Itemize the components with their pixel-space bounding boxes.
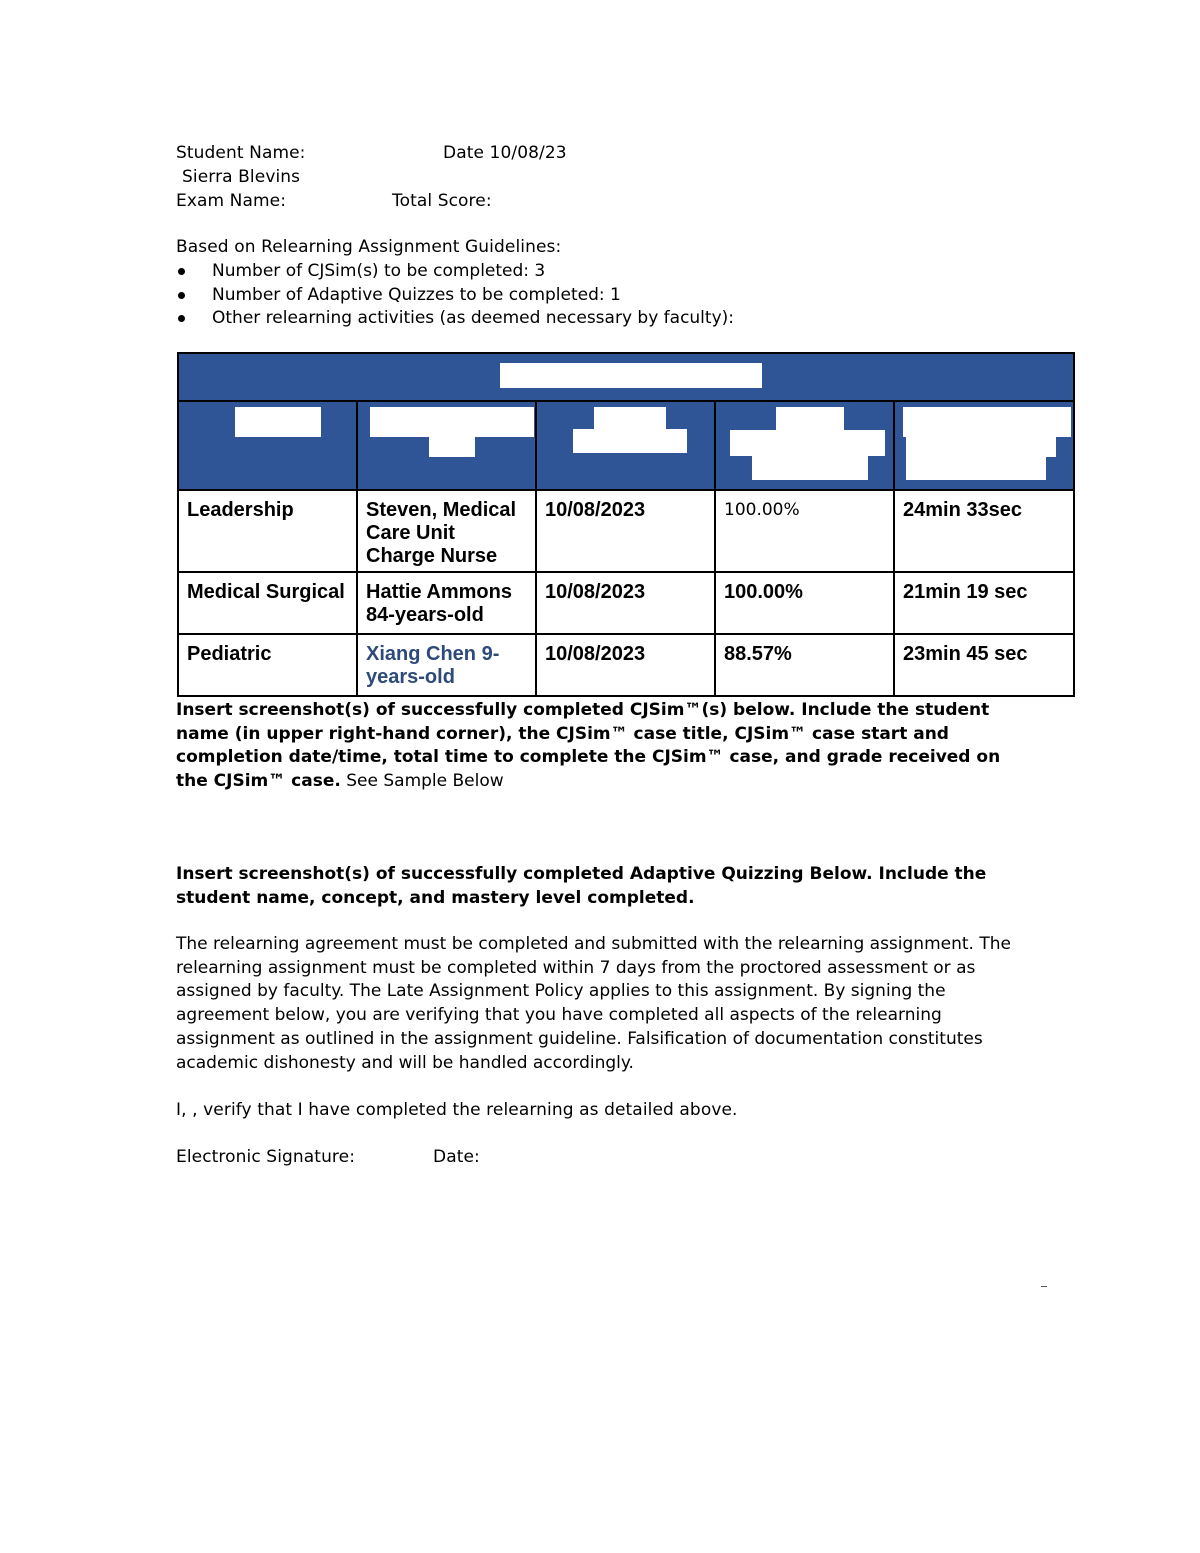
signature-label: Electronic Signature:: [176, 1147, 356, 1167]
bullet-icon: [178, 315, 185, 322]
total-score-label: Total Score:: [392, 191, 492, 211]
redacted-header-block: [752, 452, 868, 480]
redacted-header-block: [429, 435, 475, 457]
guidelines-list: [176, 260, 734, 331]
student-name-value: Sierra Blevins: [182, 167, 301, 187]
guideline-item: Other relearning activities (as deemed necessary by faculty):: [176, 307, 734, 331]
cell-case-title: Steven, Medical Care Unit Charge Nurse: [357, 490, 536, 572]
redacted-header-block: [573, 429, 687, 453]
exam-name-label: Exam Name:: [176, 191, 287, 211]
cell-concept: Medical Surgical: [178, 572, 357, 634]
redacted-header-block: [235, 407, 321, 437]
verification-statement: I, , verify that I have completed the relearning as detailed above.: [176, 1100, 738, 1120]
student-name-label: Student Name:: [176, 143, 306, 163]
redacted-title-block: [500, 363, 762, 388]
column-header: [178, 401, 357, 490]
signature-date-label: Date:: [433, 1147, 480, 1167]
quiz-screenshot-instructions: Insert screenshot(s) of successfully completed Adaptive Quizzing Below. Include the student name, concept, and mastery level completed.: [176, 864, 987, 908]
cell-score: 88.57%: [715, 634, 894, 696]
cell-date: 10/08/2023: [536, 572, 715, 634]
guideline-item: Number of Adaptive Quizzes to be completed: 1: [176, 284, 734, 308]
guidelines-intro: Based on Relearning Assignment Guidelines:: [176, 237, 562, 257]
redacted-header-block: [594, 407, 666, 431]
cell-case-title: Xiang Chen 9-years-old: [357, 634, 536, 696]
cell-date: 10/08/2023: [536, 490, 715, 572]
date-label: Date 10/08/23: [443, 143, 567, 163]
bullet-icon: [178, 268, 185, 275]
cell-case-title: Hattie Ammons 84-years-old: [357, 572, 536, 634]
cell-score: 100.00%: [715, 490, 894, 572]
cell-concept: Pediatric: [178, 634, 357, 696]
table-header-row: [178, 401, 1074, 490]
redacted-header-block: [906, 452, 1046, 480]
cell-score: 100.00%: [715, 572, 894, 634]
bullet-icon: [178, 292, 185, 299]
column-header: [894, 401, 1074, 490]
table-row: [178, 490, 1074, 572]
column-header: [536, 401, 715, 490]
table-title-cell: [178, 353, 1074, 401]
column-header: [715, 401, 894, 490]
table-row: [178, 572, 1074, 634]
cell-date: 10/08/2023: [536, 634, 715, 696]
table-row: [178, 634, 1074, 696]
cell-concept: Leadership: [178, 490, 357, 572]
cjsim-screenshot-instructions: Insert screenshot(s) of successfully completed CJSim™(s) below. Include the student name (in upper right-hand corner), the CJSim™ case title, CJSim™ case start and completion date/time, total time to complete the CJSim™ case, and grade received on the CJSim™ case. See Sample Below: [176, 700, 1001, 791]
cell-time: 21min 19 sec: [894, 572, 1074, 634]
cell-time: 24min 33sec: [894, 490, 1074, 572]
agreement-text: The relearning agreement must be completed and submitted with the relearning assignment. The relearning assignment must be completed within 7 days from the proctored assessment or as assigned by faculty. The Late Assignment Policy applies to this assignment. By signing the agreement below, you are verifying that you have completed all aspects of the relearning assignment as outlined in the assignment guideline. Falsification of documentation constitutes academic dishonesty and will be handled accordingly.: [176, 934, 1011, 1073]
cjsim-results-table: [177, 352, 1075, 697]
column-header: [357, 401, 536, 490]
redacted-header-block: [903, 407, 1071, 437]
table-title-row: [178, 353, 1074, 401]
page-mark: [1041, 1286, 1047, 1287]
cell-time: 23min 45 sec: [894, 634, 1074, 696]
redacted-header-block: [370, 407, 534, 437]
guideline-item: Number of CJSim(s) to be completed: 3: [176, 260, 734, 284]
